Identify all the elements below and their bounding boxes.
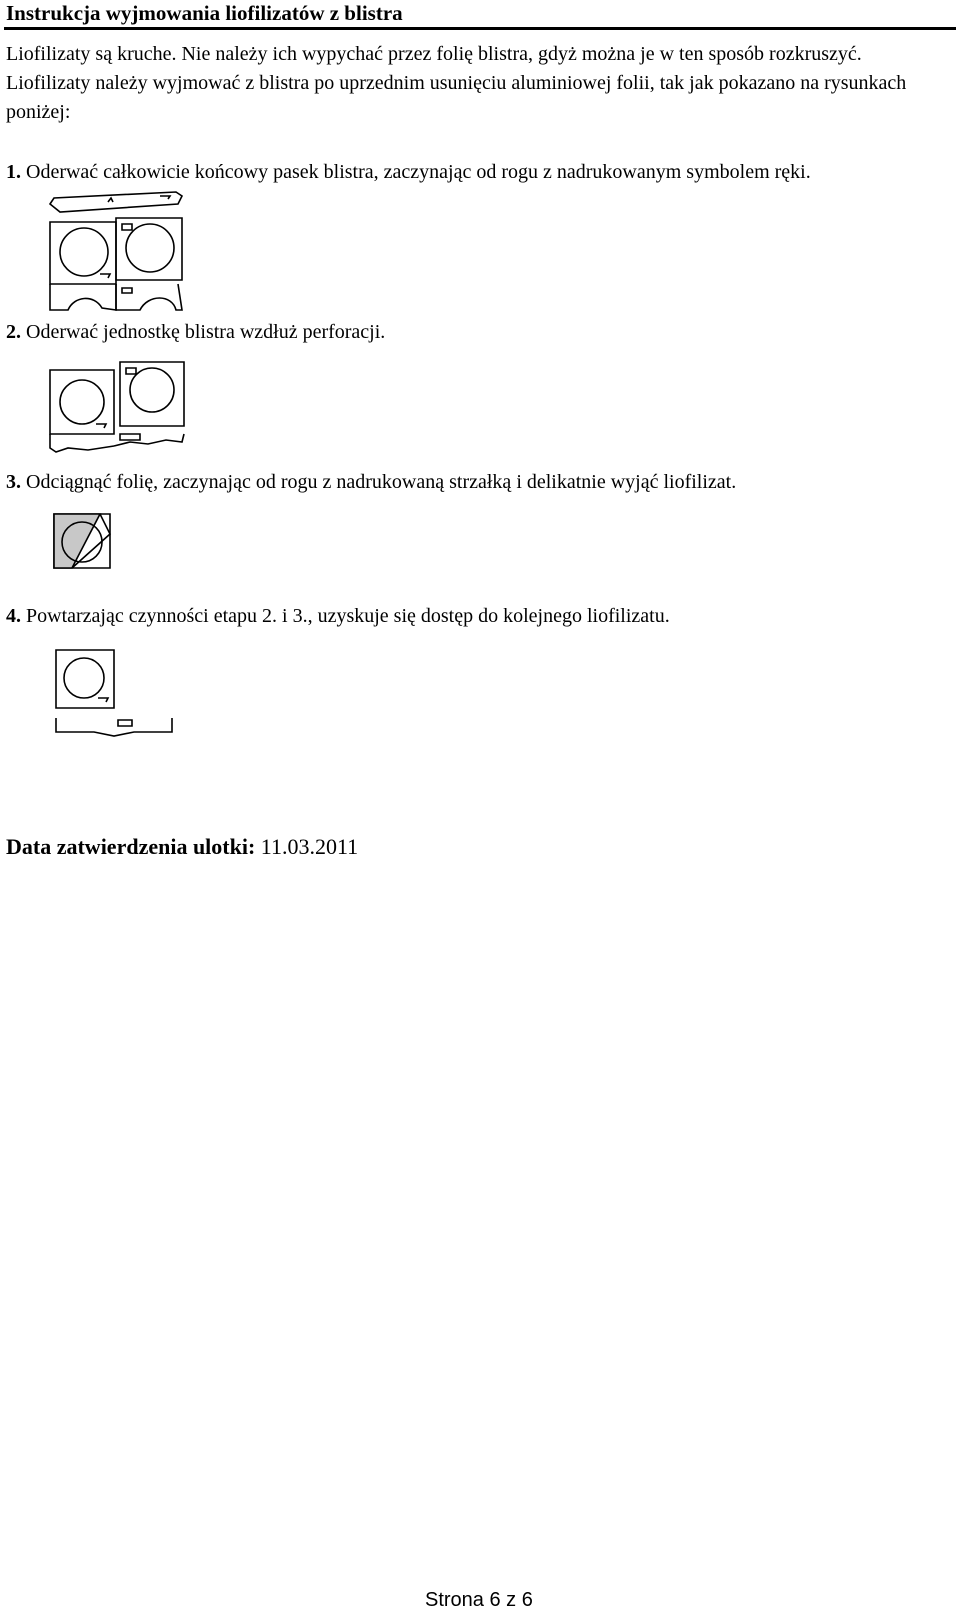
step-2 <box>6 320 385 344</box>
step-2-illustration <box>48 360 194 470</box>
approval-date-label: Data zatwierdzenia ulotki: <box>6 834 256 859</box>
title-rule <box>4 27 956 30</box>
intro-paragraph: Liofilizaty są kruche. Nie należy ich wypychać przez folię blistra, gdyż można je w ten sposób rozkruszyć. Liofilizaty należy wyjmować z blistra po uprzednim usunięciu aluminiowej folii, tak jak pokazano na rysunkach poniżej: <box>6 43 907 123</box>
page-footer: Strona 6 z 6 <box>425 1589 533 1611</box>
approval-date-value: 11.03.2011 <box>260 834 359 859</box>
approval-date-line <box>6 834 358 860</box>
blister-unit-separation-drawing <box>48 360 194 470</box>
step-4-text: Powtarzając czynności etapu 2. i 3., uzyskuje się dostęp do kolejnego liofilizatu. <box>26 605 670 627</box>
step-1-number: 1. <box>6 161 21 183</box>
document-title: Instrukcja wyjmowania liofilizatów z blistra <box>6 1 403 25</box>
step-1-illustration <box>48 190 188 320</box>
step-1-text: Oderwać całkowicie końcowy pasek blistra, zaczynając od rogu z nadrukowanym symbolem ręki. <box>26 161 811 183</box>
step-3-number: 3. <box>6 471 21 493</box>
step-3 <box>6 470 736 494</box>
step-4-number: 4. <box>6 605 21 627</box>
step-2-number: 2. <box>6 321 21 343</box>
foil-peel-drawing <box>52 512 114 572</box>
step-1 <box>6 160 811 184</box>
blister-strip-tear-end-drawing <box>48 190 188 320</box>
step-4 <box>6 604 670 628</box>
step-4-illustration <box>54 648 178 748</box>
step-3-text: Odciągnąć folię, zaczynając od rogu z nadrukowaną strzałką i delikatnie wyjąć liofilizat. <box>26 471 737 493</box>
step-2-text: Oderwać jednostkę blistra wzdłuż perforacji. <box>26 321 386 343</box>
step-3-illustration <box>52 512 114 572</box>
next-unit-drawing <box>54 648 178 748</box>
